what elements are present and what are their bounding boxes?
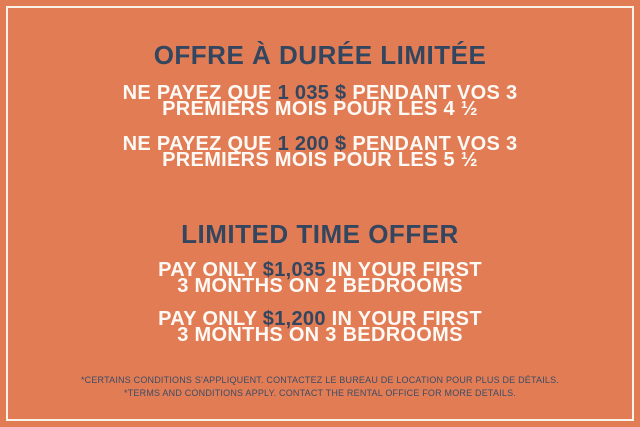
french-offer-2-price: 1 200 $	[277, 133, 347, 155]
french-offer-1-post: PENDANT VOS 3	[346, 82, 518, 104]
english-title: LIMITED TIME OFFER	[181, 219, 459, 249]
english-offer-2-price: $1,200	[262, 308, 326, 330]
english-offer-1-price: $1,035	[262, 259, 326, 281]
english-offer-2-pre: PAY ONLY	[158, 308, 263, 330]
english-offer-two-bedroom	[0, 259, 640, 297]
english-offer-2-post: IN YOUR FIRST	[325, 308, 482, 330]
fine-print-english: *TERMS AND CONDITIONS APPLY. CONTACT THE RENTAL OFFICE FOR MORE DETAILS.	[124, 388, 516, 398]
french-offer-three-bedroom	[0, 133, 640, 171]
english-offer-1-post: IN YOUR FIRST	[325, 259, 482, 281]
french-offer-1-line2: PREMIERS MOIS POUR LES 4 ½	[162, 98, 478, 120]
french-offer-2-pre: NE PAYEZ QUE	[122, 133, 278, 155]
french-title: OFFRE À DURÉE LIMITÉE	[153, 40, 487, 70]
english-offer-1-line2: 3 MONTHS ON 2 BEDROOMS	[177, 275, 463, 297]
french-offer-two-bedroom	[0, 82, 640, 120]
french-offer-2-post: PENDANT VOS 3	[346, 133, 518, 155]
english-offer-1-pre: PAY ONLY	[158, 259, 263, 281]
english-offer-2-line2: 3 MONTHS ON 3 BEDROOMS	[177, 324, 463, 346]
french-offer-1-pre: NE PAYEZ QUE	[122, 82, 278, 104]
fine-print	[0, 374, 640, 400]
english-offer-three-bedroom	[0, 308, 640, 346]
french-offer-1-price: 1 035 $	[277, 82, 347, 104]
french-offer-2-line2: PREMIERS MOIS POUR LES 5 ½	[162, 149, 478, 171]
fine-print-french: *CERTAINS CONDITIONS S'APPLIQUENT. CONTACTEZ LE BUREAU DE LOCATION POUR PLUS DE DÉTAILS.	[80, 375, 560, 385]
